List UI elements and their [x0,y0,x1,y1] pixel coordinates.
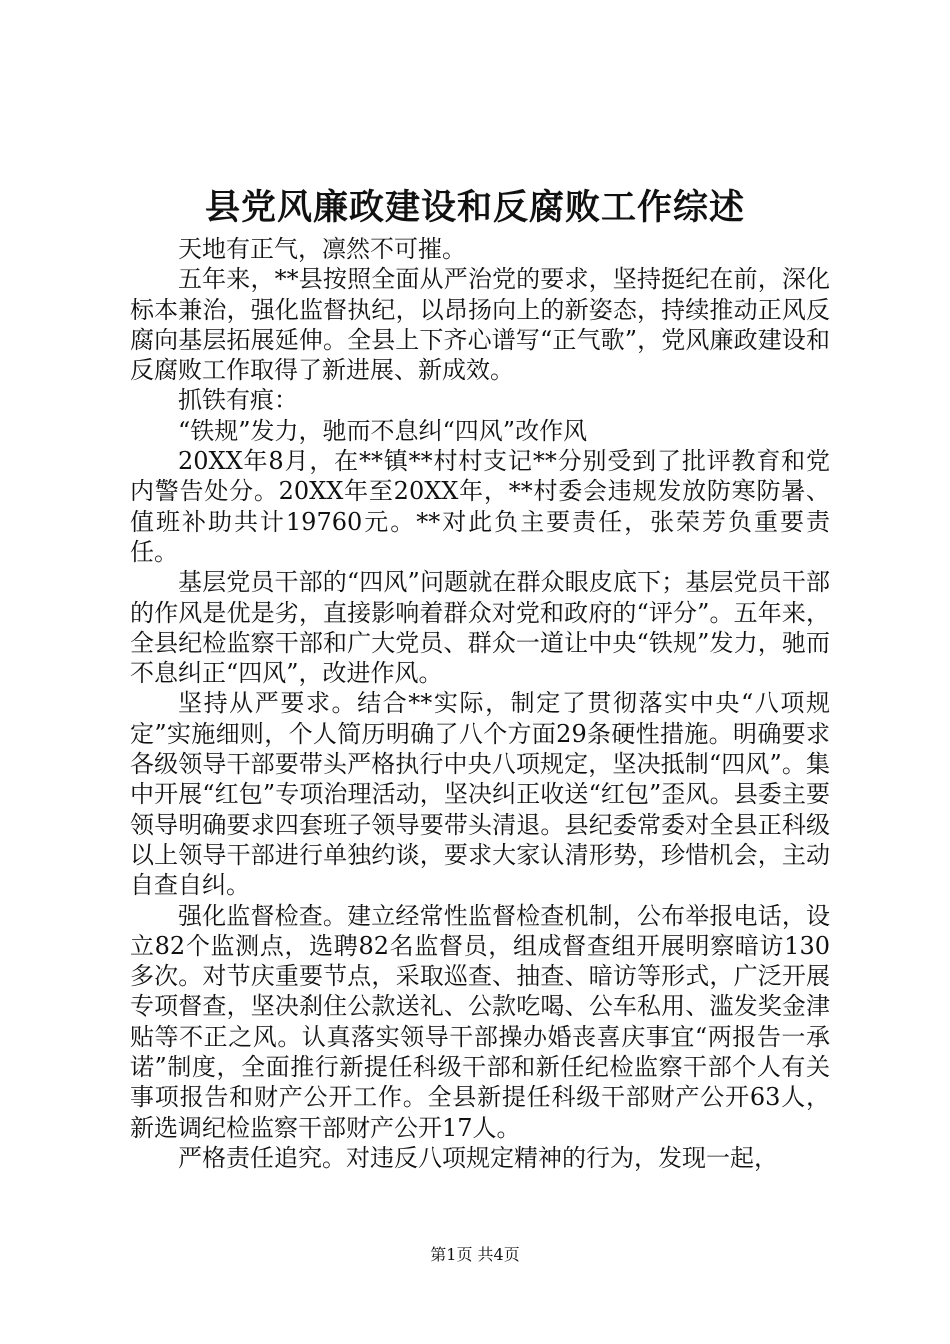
paragraph-6: 基层党员干部的“四风”问题就在群众眼皮底下；基层党员干部的作风是优是劣，直接影响着群众对党和政府的“评分”。五年来，全县纪检监察干部和广大党员、群众一道让中央“铁规”发力，驰而不息纠正“四风”，改进作风。 [130,568,830,688]
page-footer: 第1页 共4页 [430,1245,520,1264]
paragraph-9: 严格责任追究。对违反八项规定精神的行为，发现一起， [178,1143,778,1172]
paragraph-1: 天地有正气，凛然不可摧。 [178,235,466,263]
paragraph-2: 五年来，**县按照全面从严治党的要求，坚持挺纪在前，深化标本兼治，强化监督执纪，以昂扬向上的新姿态，持续推动正风反腐向基层拓展延伸。全县上下齐心谱写“正气歌”，党风廉政建设和反腐败工作取得了新进展、新成效。 [130,265,830,385]
document-body [130,234,830,1173]
paragraph-4: “铁规”发力，驰而不息纠“四风”改作风 [178,416,588,445]
paragraph-8: 强化监督检查。建立经常性监督检查机制，公布举报电话，设立82个监测点，选聘82名监督员，组成督查组开展明察暗访130多次。对节庆重要节点，采取巡查、抽查、暗访等形式，广泛开展专项督查，坚决刹住公款送礼、公款吃喝、公车私用、滥发奖金津贴等不正之风。认真落实领导干部操办婚丧喜庆事宜“两报告一承诺”制度，全面推行新提任科级干部和新任纪检监察干部个人有关事项报告和财产公开工作。全县新提任科级干部财产公开63人，新选调纪检监察干部财产公开17人。 [130,901,830,1142]
paragraph-7: 坚持从严要求。结合**实际，制定了贯彻落实中央“八项规定”实施细则，个人简历明确了八个方面29条硬性措施。明确要求各级领导干部要带头严格执行中央八项规定，坚决抵制“四风”。集中开展“红包”专项治理活动，坚决纠正收送“红包”歪风。县委主要领导明确要求四套班子领导要带头清退。县纪委常委对全县正科级以上领导干部进行单独约谈，要求大家认清形势，珍惜机会，主动自查自纠。 [130,689,830,900]
document-title: 县党风廉政建设和反腐败工作综述 [204,187,745,228]
paragraph-3: 抓铁有痕： [178,386,298,415]
paragraph-5: 20XX年8月，在**镇**村村支记**分别受到了批评教育和党内警告处分。20XX年至20XX年，**村委会违规发放防寒防暑、值班补助共计19760元。**对此负主要责任，张荣芳负重要责任。 [130,447,830,566]
